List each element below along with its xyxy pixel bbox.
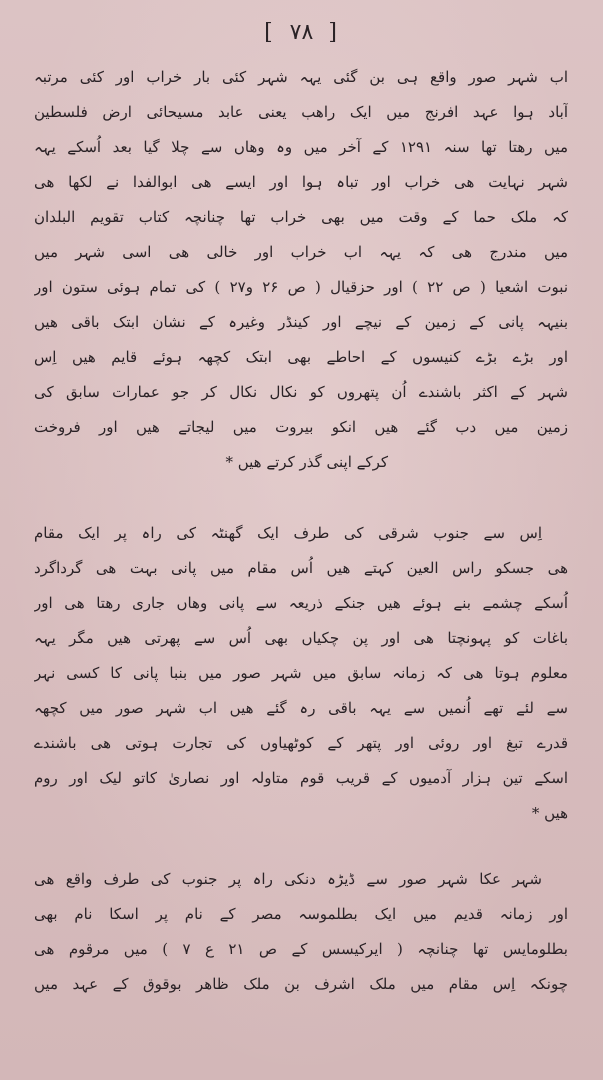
text-line: زمین میں دب گئے ھیں انکو بیروت میں لیجاتے ھیں اور فروخت [34,418,568,436]
text-line: آباد ہوا عہد افرنج میں ایک راھب یعنی عابد مسیحائی ارض فلسطین [34,103,568,121]
paragraph-3 [34,862,568,1002]
text-line: میں رھتا تھا سنہ ۱۲۹۱ کے آخر میں وہ وھاں سے چلا گیا بعد اُسکے یہہ [34,138,568,156]
text-line: ھی جسکو راس العین کہتے ھیں اُس مقام میں پانی بہت ھی گرداگرد [34,559,568,577]
page-number: ٧٨ [289,20,314,45]
text-line: معلوم ہوتا ھی کہ زمانہ سابق میں شہر صور میں بنبا پانی کا کسی نہر [34,664,568,682]
text-line: بطلومایس تھا چنانچہ ( ایرکیسس کے ص ۲۱ ع ۷ ) میں مرقوم ھی [34,940,568,958]
bracket-open: [ [264,20,275,45]
text-line: قدرے تبغ اور روئی اور پتھر کے کوٹھیاوں کی تجارت ہوتی ھی باشندے [34,734,568,752]
text-line: اور بڑے بڑے کنیسوں کے احاطے بھی ابتک کچھہ ہوئے قایم ھیں اِس [34,348,568,366]
text-line: اُسکے چشمے بنے ہوئے ھیں جنکے ذریعہ سے پانی وھاں جاری رھتا ھی اور [34,594,568,612]
text-line: شہر عکا شہر صور سے ڈیڑہ دنکی راہ پر جنوب کی طرف واقع ھی [34,870,542,888]
text-line: نبوت اشعیا ( ص ۲۲ ) اور حزقیال ( ص ۲۶ و۲۷ ) کی تمام ہوئی ستون اور [34,278,568,296]
text-line: کہ ملک حما کے وقت میں بھی خراب تھا چنانچہ کتاب تقویم البلدان [34,208,568,226]
text-line: شہر نہایت ھی خراب اور تباہ ہوا اور ایسے ھی ابوالفدا نے لکھا ھی [34,173,568,191]
text-line: اور زمانہ قدیم میں ایک بطلموسہ مصر کے نام پر اسکا نام بھی [34,905,568,923]
text-line: میں مندرج ھی کہ یہہ اب خراب اور خالی ھی اسی شہر میں [34,243,568,261]
text-line: اِس سے جنوب شرقی کی طرف ایک گھنٹہ کی راہ پر ایک مقام [34,524,542,542]
text-line: شہر کے اکثر باشندے اُن پتھروں کو نکال نکال کر جو عمارات سابق کی [34,383,568,401]
text-line: سے لئے تھے اُنمیں سے یہہ باقی رہ گئے ھیں اب شہر صور میں کچھہ [34,699,568,717]
text-line: باغات کو پہونچتا ھی اور پن چکیاں بھی اُس سے پھرتی ھیں مگر یہہ [34,629,568,647]
bracket-close: ] [328,20,339,45]
text-line: اب شہر صور واقع ہی بن گئی یہہ شہر کئی بار خراب اور کئی مرتبہ [34,68,568,86]
paragraph-1 [34,60,568,480]
text-line: کرکے اپنی گذر کرتے ھیں * [225,453,388,471]
text-line: ھیں * [531,804,568,822]
text-line: اسکے تین ہزار آدمیوں کے قریب قوم متاولہ اور نصاریٰ کاتو لیک اور روم [34,769,568,787]
paragraph-2 [34,516,568,831]
text-line: چونکہ اِس مقام میں ملک اشرف بن ملک ظاھر بوقوق کے عہد میں [34,975,568,993]
text-line: بنیہہ پانی کے زمین کے نیچے اور کینڈر وغیرہ کے نشان ابتک باقی ھیں [34,313,568,331]
page-header [0,18,603,48]
